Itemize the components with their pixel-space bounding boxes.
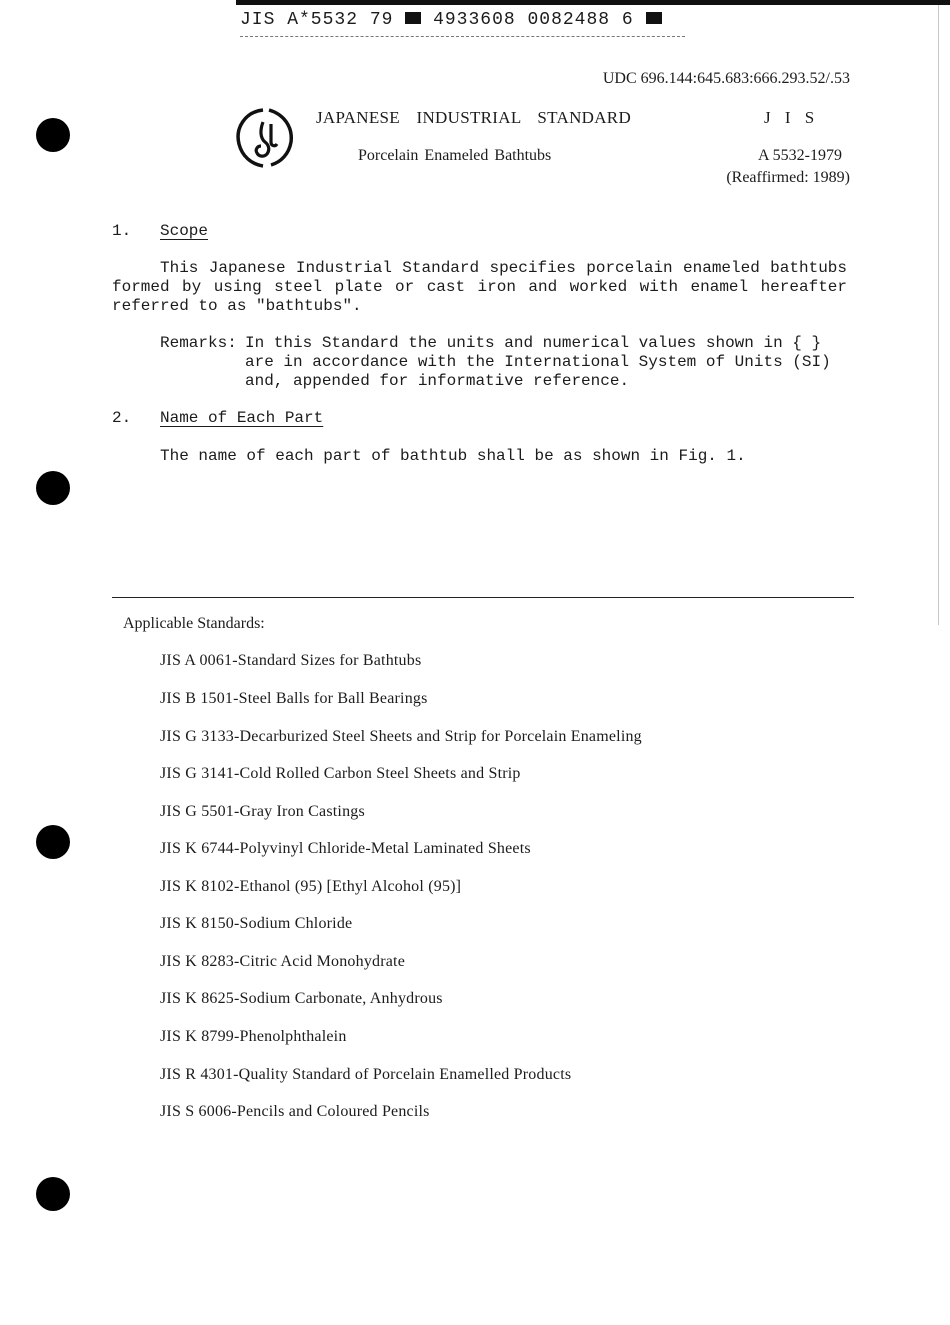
section-number: 1. bbox=[112, 222, 132, 240]
block-mark-icon bbox=[405, 12, 421, 24]
standard-item: JIS K 8150-Sodium Chloride bbox=[160, 915, 353, 932]
standard-item: JIS K 6744-Polyvinyl Chloride-Metal Laminated Sheets bbox=[160, 840, 531, 857]
standard-item: JIS A 0061-Standard Sizes for Bathtubs bbox=[160, 652, 422, 669]
section-title: Name of Each Part bbox=[160, 409, 324, 427]
standard-item: JIS G 3133-Decarburized Steel Sheets and Strip for Porcelain Enameling bbox=[160, 728, 642, 745]
remarks-label: Remarks: bbox=[160, 334, 237, 352]
scan-edge bbox=[938, 5, 939, 625]
standard-item: JIS K 8799-Phenolphthalein bbox=[160, 1028, 347, 1045]
section-body: This Japanese Industrial Standard specifies porcelain enameled bathtubs formed by using steel plate or cast iron and worked with enamel hereafter referred to as "bathtubs". bbox=[112, 259, 847, 315]
block-mark-icon bbox=[646, 12, 662, 24]
standard-item: JIS K 8283-Citric Acid Monohydrate bbox=[160, 953, 405, 970]
standard-title: JAPANESE INDUSTRIAL STANDARD bbox=[316, 108, 632, 127]
binder-hole-icon bbox=[36, 118, 70, 152]
binder-hole-icon bbox=[36, 1177, 70, 1211]
standard-number: A 5532-1979 bbox=[758, 147, 842, 164]
standard-item: JIS S 6006-Pencils and Coloured Pencils bbox=[160, 1103, 430, 1120]
applicable-standards-title: Applicable Standards: bbox=[123, 615, 265, 632]
top-border bbox=[236, 0, 950, 5]
document-subject: Porcelain Enameled Bathtubs bbox=[358, 147, 552, 164]
binder-hole-icon bbox=[36, 825, 70, 859]
section-body: The name of each part of bathtub shall be as shown in Fig. 1. bbox=[160, 447, 746, 465]
standard-item: JIS K 8625-Sodium Carbonate, Anhydrous bbox=[160, 990, 443, 1007]
header-code-part-1: JIS A*5532 79 bbox=[240, 10, 394, 30]
standard-item: JIS G 5501-Gray Iron Castings bbox=[160, 803, 365, 820]
remarks-body: In this Standard the units and numerical values shown in { } are in accordance with the International System of Units (SI) and, appended for informative reference. bbox=[245, 334, 831, 390]
standard-item: JIS R 4301-Quality Standard of Porcelain Enamelled Products bbox=[160, 1066, 572, 1083]
header-rule bbox=[240, 36, 685, 37]
standard-item: JIS G 3141-Cold Rolled Carbon Steel Sheets and Strip bbox=[160, 765, 521, 782]
reaffirmed-date: (Reaffirmed: 1989) bbox=[726, 169, 850, 186]
jis-mark-icon bbox=[233, 106, 297, 170]
section-number: 2. bbox=[112, 409, 132, 427]
standard-item: JIS B 1501-Steel Balls for Ball Bearings bbox=[160, 690, 428, 707]
header-code bbox=[240, 10, 662, 30]
footnote-separator bbox=[112, 597, 854, 598]
section-title: Scope bbox=[160, 222, 209, 240]
jis-tag: J I S bbox=[764, 108, 820, 127]
binder-hole-icon bbox=[36, 471, 70, 505]
udc-code: UDC 696.144:645.683:666.293.52/.53 bbox=[602, 70, 850, 87]
standard-item: JIS K 8102-Ethanol (95) [Ethyl Alcohol (95)] bbox=[160, 878, 462, 895]
header-code-part-2: 4933608 0082488 6 bbox=[433, 10, 634, 30]
